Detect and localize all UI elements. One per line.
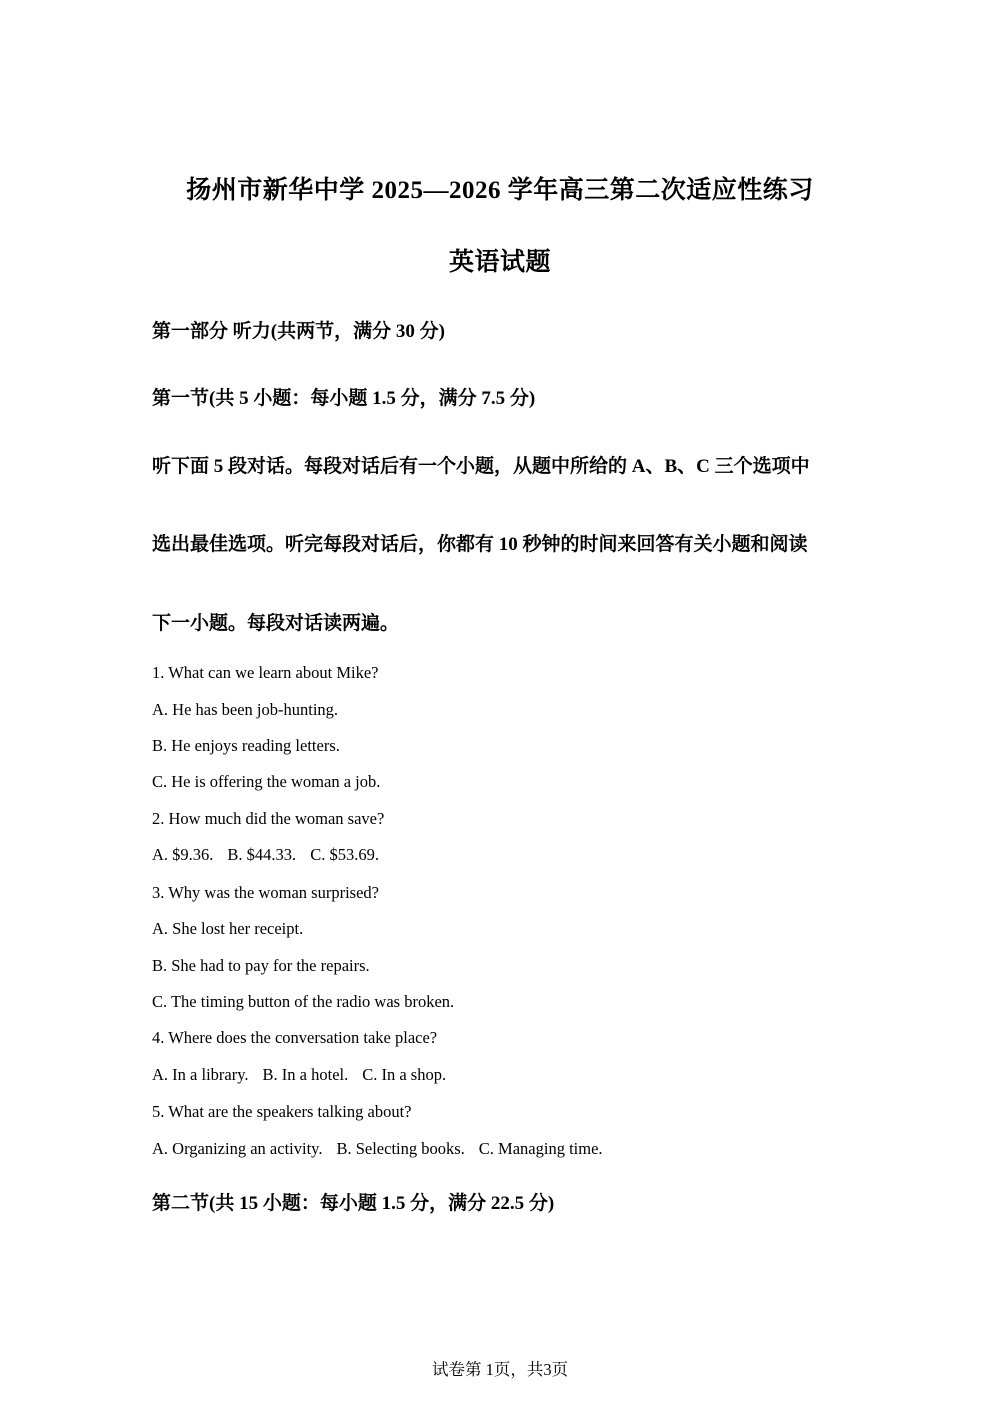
question-stem: 3. Why was the woman surprised?	[152, 883, 379, 902]
instruction-line: 选出最佳选项。听完每段对话后，你都有 10 秒钟的时间来回答有关小题和阅读	[152, 534, 808, 555]
exam-title: 扬州市新华中学 2025—2026 学年高三第二次适应性练习	[186, 177, 814, 204]
question-stem: 4. Where does the conversation take place?	[152, 1028, 438, 1047]
question-option: B. In a hotel.	[262, 1065, 349, 1084]
question-option: C. $53.69.	[310, 845, 379, 864]
question-option: A. In a library.	[152, 1065, 249, 1084]
question-stem: 5. What are the speakers talking about?	[152, 1102, 412, 1121]
question-stem: 2. How much did the woman save?	[152, 809, 385, 828]
question-option: A. Organizing an activity.	[152, 1139, 323, 1158]
question-stem: 1. What can we learn about Mike?	[152, 663, 379, 682]
question-option: C. In a shop.	[362, 1065, 447, 1084]
part1-heading: 第一部分 听力(共两节，满分 30 分)	[152, 321, 445, 342]
question-option: B. He enjoys reading letters.	[152, 736, 340, 755]
question-option: C. Managing time.	[478, 1139, 603, 1158]
section1-heading: 第一节(共 5 小题：每小题 1.5 分，满分 7.5 分)	[152, 388, 536, 409]
page-footer: 试卷第 1页，共3页	[431, 1360, 569, 1379]
question-option: C. He is offering the woman a job.	[152, 772, 381, 791]
question-option: C. The timing button of the radio was broken.	[152, 992, 455, 1011]
question-option: A. He has been job-hunting.	[152, 700, 339, 719]
instruction-line: 下一小题。每段对话读两遍。	[152, 613, 400, 634]
question-options-row	[152, 1139, 603, 1159]
question-option: B. She had to pay for the repairs.	[152, 956, 370, 975]
exam-subtitle: 英语试题	[448, 249, 551, 276]
question-options-row	[152, 1065, 446, 1085]
question-option: B. $44.33.	[227, 845, 297, 864]
instruction-line: 听下面 5 段对话。每段对话后有一个小题，从题中所给的 A、B、C 三个选项中	[152, 456, 810, 477]
question-option: A. $9.36.	[152, 845, 214, 864]
question-options-row	[152, 845, 379, 865]
question-option: B. Selecting books.	[336, 1139, 465, 1158]
section2-heading: 第二节(共 15 小题：每小题 1.5 分，满分 22.5 分)	[152, 1193, 555, 1214]
question-option: A. She lost her receipt.	[152, 919, 304, 938]
